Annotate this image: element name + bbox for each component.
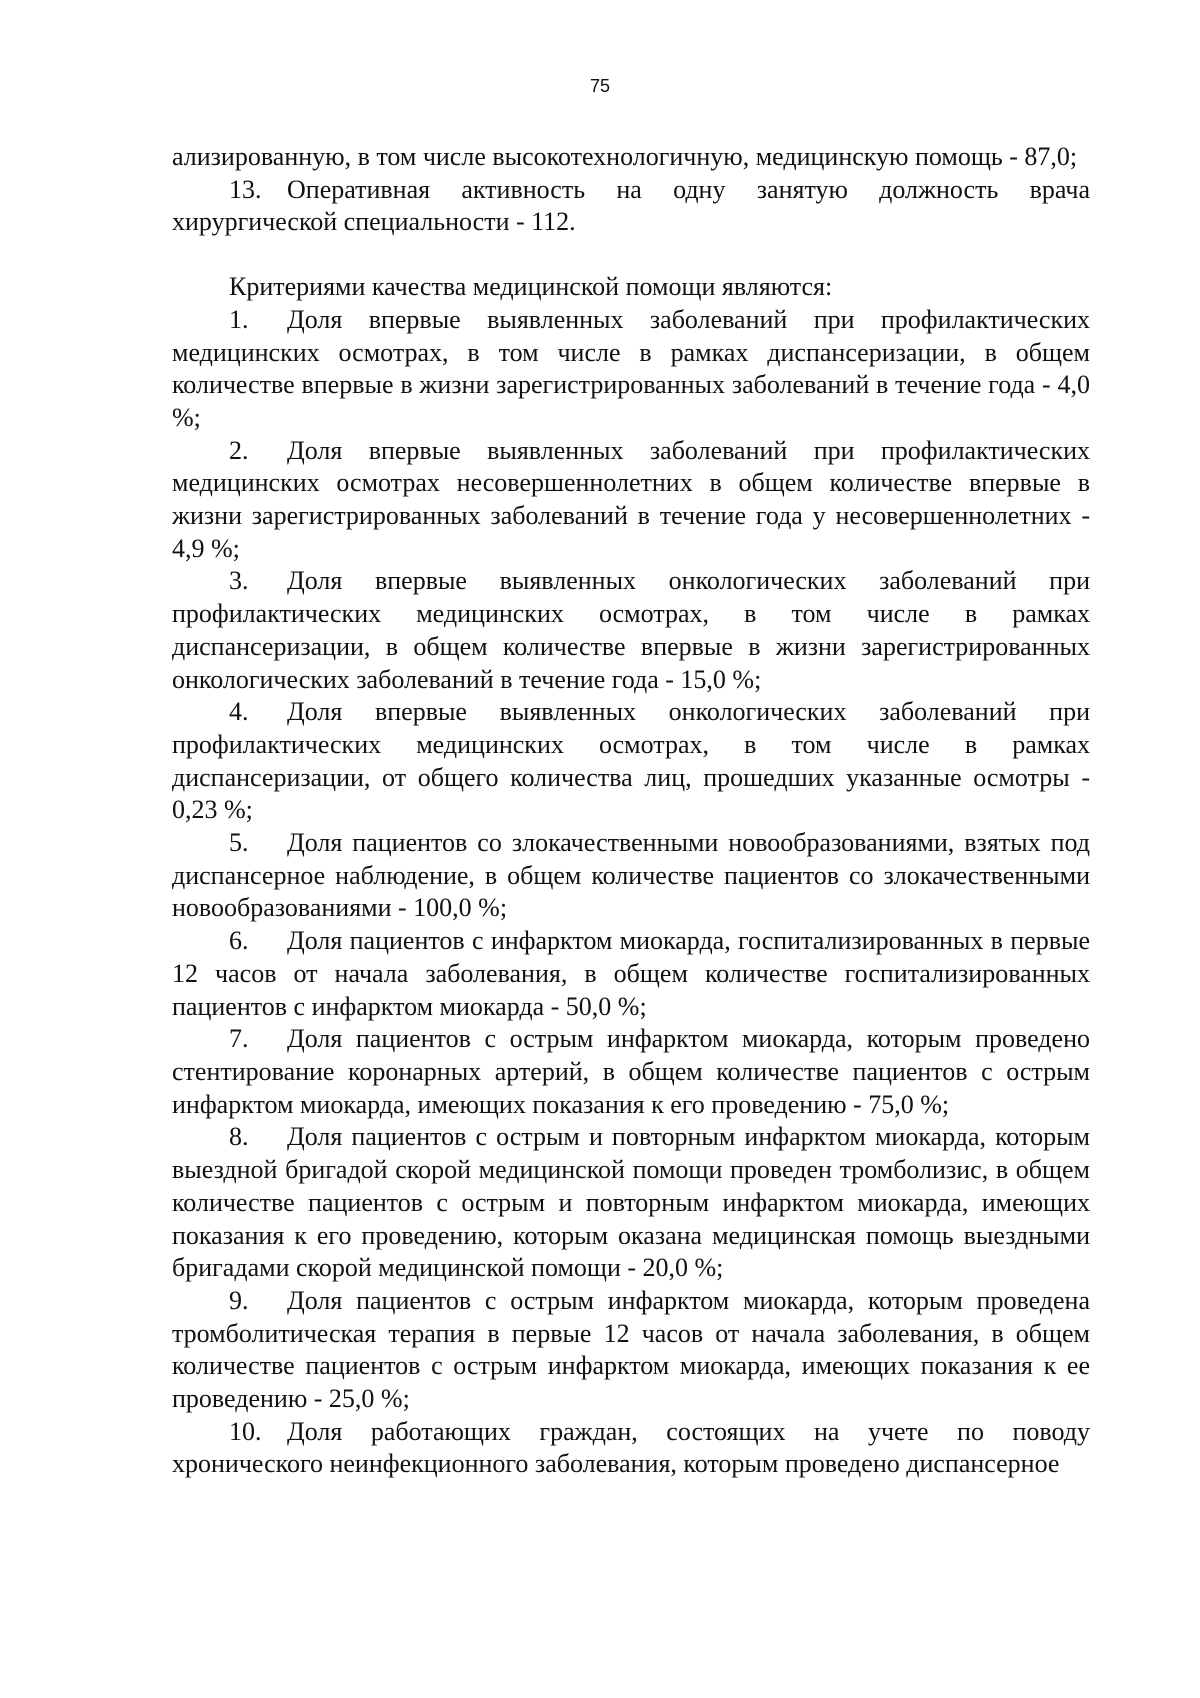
item-text: Доля пациентов с инфарктом миокарда, госпитализированных в первые 12 часов от начала заболевания, в общем количестве госпитализированных пациентов с инфарктом миокарда - 50,0 %; — [172, 926, 1090, 1021]
document-body — [172, 141, 1090, 1481]
item-text: Доля пациентов с острым инфарктом миокарда, которым проведено стентирование коронарных артерий, в общем количестве пациентов с острым инфарктом миокарда, имеющих показания к его проведению - 75,0 %; — [172, 1024, 1090, 1119]
item-number: 13. — [229, 174, 262, 204]
list-item — [172, 1285, 1090, 1416]
item-number: 9. — [229, 1285, 249, 1315]
item-number: 1. — [229, 304, 249, 334]
list-item — [172, 696, 1090, 827]
item-text: Доля пациентов с острым и повторным инфарктом миокарда, которым выездной бригадой скорой медицинской помощи проведен тромболизис, в общем количестве пациентов с острым и повторным инфарктом миокарда, имеющих показания к его проведению, которым оказана медицинская помощь выездными бригадами скорой медицинской помощи - 20,0 %; — [172, 1122, 1090, 1283]
list-item — [172, 304, 1090, 435]
list-item — [172, 1121, 1090, 1285]
item-text: Доля впервые выявленных онкологических заболеваний при профилактических медицинских осмотрах, в том числе в рамках диспансеризации, в общем количестве впервые в жизни зарегистрированных онкологических заболеваний в течение года - 15,0 %; — [172, 566, 1090, 694]
item-number: 8. — [229, 1122, 249, 1152]
list-item — [172, 1416, 1090, 1481]
criteria-heading: Критериями качества медицинской помощи являются: — [229, 272, 833, 302]
list-item — [172, 174, 1090, 239]
item-number: 4. — [229, 697, 249, 727]
list-item — [172, 435, 1090, 566]
item-text: Доля работающих граждан, состоящих на учете по поводу хронического неинфекционного заболевания, которым проведено диспансерное — [172, 1416, 1090, 1479]
item-number: 6. — [229, 926, 249, 956]
item-number: 7. — [229, 1024, 249, 1054]
continuation-paragraph: ализированную, в том числе высокотехнологичную, медицинскую помощь - 87,0; — [172, 142, 1078, 171]
item-text: Доля впервые выявленных заболеваний при профилактических медицинских осмотрах несовершеннолетних в общем количестве впервые в жизни зарегистрированных заболеваний в течение года у несовершеннолетних - 4,9 %; — [172, 435, 1090, 563]
page-number: 75 — [589, 76, 611, 96]
list-item — [172, 1023, 1090, 1121]
item-number: 3. — [229, 566, 249, 596]
list-item — [172, 565, 1090, 696]
item-text: Доля пациентов с острым инфарктом миокарда, которым проведена тромболитическая терапия в первые 12 часов от начала заболевания, в общем количестве пациентов с острым инфарктом миокарда, имеющих показания к ее проведению - 25,0 %; — [172, 1285, 1090, 1414]
list-item — [172, 925, 1090, 1023]
item-text: Оперативная активность на одну занятую должность врача хирургической специальности - 112. — [172, 174, 1090, 237]
item-number: 2. — [229, 435, 249, 465]
item-text: Доля впервые выявленных заболеваний при профилактических медицинских осмотрах, в том числе в рамках диспансеризации, в общем количестве впервые в жизни зарегистрированных заболеваний в течение года - 4,0 %; — [172, 304, 1090, 432]
item-text: Доля пациентов со злокачественными новообразованиями, взятых под диспансерное наблюдение, в общем количестве пациентов со злокачественными новообразованиями - 100,0 %; — [172, 828, 1090, 923]
item-number: 10. — [229, 1416, 262, 1446]
item-number: 5. — [229, 828, 249, 858]
list-item — [172, 827, 1090, 925]
item-text: Доля впервые выявленных онкологических заболеваний при профилактических медицинских осмотрах, в том числе в рамках диспансеризации, от общего количества лиц, прошедших указанные осмотры - 0,23 %; — [172, 697, 1090, 825]
